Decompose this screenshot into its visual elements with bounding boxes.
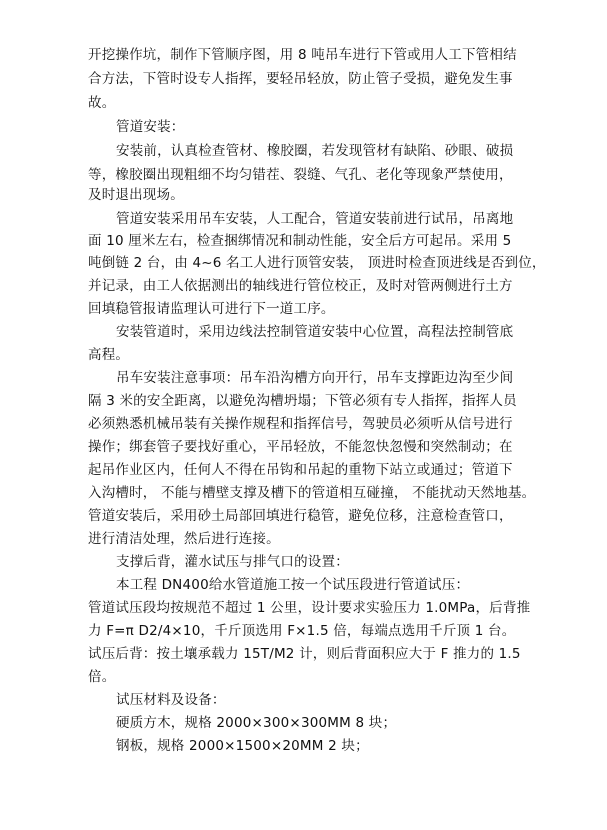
text-line: 合方法，下管时设专人指挥，要轻吊轻放，防止管子受损，避免发生事 xyxy=(88,71,513,87)
text-line: 安装前，认真检查管材、橡胶圈，若发现管材有缺陷、砂眼、破损 xyxy=(116,143,514,159)
text-line: 故。 xyxy=(88,95,116,111)
text-line: 开挖操作坑，制作下管顺序图，用 8 吨吊车进行下管或用人工下管相结 xyxy=(88,47,517,63)
text-line: 回填稳管报请监理认可进行下一道工序。 xyxy=(88,301,335,317)
section-heading: 支撑后背，灌水试压与排气口的设置： xyxy=(116,554,349,570)
text-line: 倍。 xyxy=(88,669,116,685)
text-line: 进行清洁处理，然后进行连接。 xyxy=(88,531,280,547)
section-heading: 管道安装： xyxy=(116,119,185,135)
text-line: 钢板，规格 2000×1500×20MM 2 块； xyxy=(116,738,369,754)
text-line: 入沟槽时， 不能与槽壁支撑及槽下的管道相互碰撞， 不能扰动天然地基。 xyxy=(88,485,536,501)
text-line: 吨倒链 2 台，由 4~6 名工人进行顶管安装， 顶进时检查顶进线是否到位， xyxy=(88,255,546,271)
section-heading: 试压材料及设备： xyxy=(116,692,226,708)
text-line: 管道试压段均按规范不超过 1 公里，设计要求实验压力 1.0MPa，后背推 xyxy=(88,600,531,616)
text-line: 起吊作业区内，任何人不得在吊钩和吊起的重物下站立或通过；管道下 xyxy=(88,462,513,478)
text-line: 管道安装采用吊车安装，人工配合，管道安装前进行试吊，吊离地 xyxy=(116,211,514,227)
text-line: 安装管道时，采用边线法控制管道安装中心位置，高程法控制管底 xyxy=(116,324,514,340)
text-line: 操作；绑套管子要找好重心，平吊轻放，不能忽快忽慢和突然制动；在 xyxy=(88,439,513,455)
text-line: 必须熟悉机械吊装有关操作规程和指挥信号，驾驶员必须听从信号进行 xyxy=(88,416,513,432)
text-line: 吊车安装注意事项：吊车沿沟槽方向开行，吊车支撑距边沟至少间 xyxy=(116,370,514,386)
text-line: 高程。 xyxy=(88,347,130,363)
text-line: 及时退出现场。 xyxy=(88,187,184,203)
text-line: 本工程 DN400给水管道施工按一个试压段进行管道试压： xyxy=(116,577,470,593)
text-line: 等，橡胶圈出现粗细不均匀错茬、裂缝、气孔、老化等现象严禁使用， xyxy=(88,167,513,183)
text-line: 隔 3 米的安全距离，以避免沟槽坍塌；下管必须有专人指挥，指挥人员 xyxy=(88,393,517,409)
text-line: 管道安装后，采用砂土局部回填进行稳管，避免位移，注意检查管口， xyxy=(88,508,513,524)
text-line: 力 F=π D2/4×10，千斤顶选用 F×1.5 倍，每端点选用千斤顶 1 台。 xyxy=(88,623,516,639)
text-line: 面 10 厘米左右，检查捆绑情况和制动性能，安全后方可起吊。采用 5 xyxy=(88,233,512,249)
text-line: 试压后背：按土壤承载力 15T/M2 计，则后背面积应大于 F 推力的 1.5 xyxy=(88,646,521,662)
text-line: 硬质方木，规格 2000×300×300MM 8 块； xyxy=(116,715,397,731)
text-line: 并记录，由工人依据测出的轴线进行管位校正，及时对管两侧进行土方 xyxy=(88,278,513,294)
